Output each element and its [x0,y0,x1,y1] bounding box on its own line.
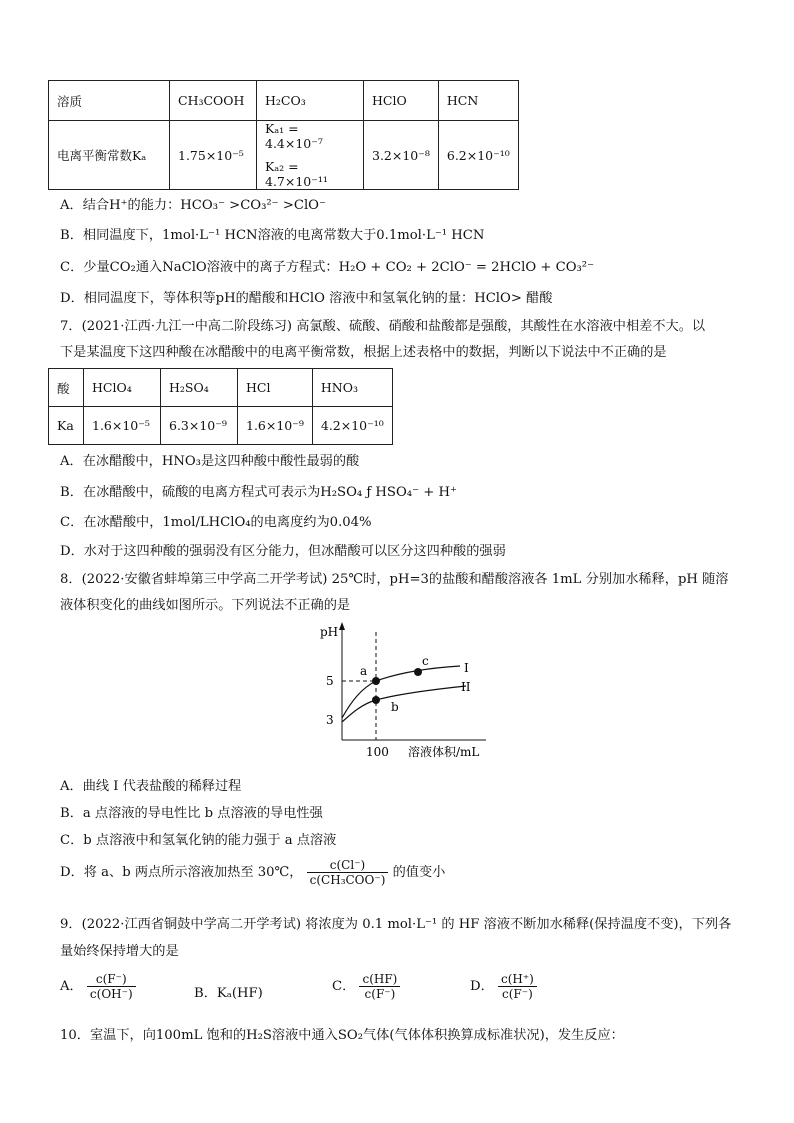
point-c-label: c [422,654,429,668]
table-cell: 1.6×10⁻⁹ [238,407,313,445]
table-cell: 1.75×10⁻⁵ [170,121,257,190]
q7-option-b: B．在冰醋酸中，硫酸的电离方程式可表示为H₂SO₄ ƒ HSO₄⁻ + H⁺ [60,485,457,500]
ph-dilution-graph [318,618,498,763]
y-axis-label: pH [320,625,339,639]
q9-option-a-fraction [87,972,136,1001]
point-a-label: a [360,664,368,678]
q6-option-a: A．结合H⁺的能力：HCO₃⁻ >CO₃²⁻ >ClO⁻ [60,198,326,213]
q7-option-d: D．水对于这四种酸的强弱没有区分能力，但冰醋酸可以区分这四种酸的强弱 [60,544,506,559]
ka2-value: Kₐ₂ = 4.7×10⁻¹¹ [265,159,328,189]
option-label: C． [332,979,356,994]
x-axis-label: 溶液体积/mL [408,745,480,759]
table-cell: 1.6×10⁻⁵ [84,407,161,445]
q8-option-a: A．曲线 I 代表盐酸的稀释过程 [60,779,242,794]
point-c-marker [414,668,422,676]
option-label: A． [60,979,83,994]
fraction-denominator: c(OH⁻) [89,987,133,1001]
q8-option-d [60,858,445,887]
point-b-label: b [391,700,399,714]
table-cell: CH₃COOH [170,81,257,121]
q6-option-c: C．少量CO₂通入NaClO溶液中的离子方程式：H₂O + CO₂ + 2ClO⁻ = 2HClO + CO₃²⁻ [60,260,595,275]
q8-stem-line1: 8．(2022·安徽省蚌埠第三中学高二开学考试) 25℃时，pH=3的盐酸和醋酸溶液各 1mL 分别加水稀释，pH 随溶 [60,572,729,587]
fraction-numerator: c(H⁺) [498,972,537,987]
y-axis-arrow [339,622,345,630]
fraction-denominator: c(CH₃COO⁻) [309,873,386,887]
table-cell: 6.2×10⁻¹⁰ [438,121,518,190]
fraction-numerator: c(HF) [359,972,400,987]
table-cell: HClO₄ [84,369,161,407]
q7-stem-line2: 下是某温度下这四种酸在冰醋酸中的电离平衡常数，根据上述表格中的数据，判断以下说法中不正确的是 [60,345,667,360]
q9-stem-line1: 9．(2022·江西省铜鼓中学高二开学考试) 将浓度为 0.1 mol·L⁻¹ 的 HF 溶液不断加水稀释(保持温度不变)，下列各 [60,917,732,932]
q7-option-a: A．在冰醋酸中，HNO₃是这四种酸中酸性最弱的酸 [60,454,360,469]
option-label: D． [470,979,494,994]
fraction-numerator: c(F⁻) [87,972,136,987]
table-dissociation-constants [48,80,519,190]
q8-option-d-prefix: D．将 a、b 两点所示溶液加热至 30℃， [60,865,303,880]
q8-option-d-fraction [307,858,389,887]
curve-2 [342,686,466,722]
table-cell: HCl [238,369,313,407]
ka1-value: Kₐ₁ = 4.4×10⁻⁷ [265,121,323,151]
table-cell: 4.2×10⁻¹⁰ [312,407,392,445]
table-cell: 溶质 [49,81,170,121]
q9-stem-line2: 量始终保持增大的是 [60,944,179,959]
table-cell: Ka [49,407,84,445]
table-cell: H₂SO₄ [161,369,238,407]
fraction-denominator: c(F⁻) [364,987,396,1001]
table-cell: 6.3×10⁻⁹ [161,407,238,445]
point-b-marker [372,696,380,704]
table-acid-ka [48,368,393,445]
q9-option-b: B．Kₐ(HF) [194,986,263,1001]
q6-option-b: B．相同温度下，1mol·L⁻¹ HCN溶液的电离常数大于0.1mol·L⁻¹ HCN [60,228,485,243]
point-a-marker [372,677,380,685]
q9-option-d [470,972,537,1001]
q7-stem-line1: 7．(2021·江西·九江一中高二阶段练习) 高氯酸、硫酸、硝酸和盐酸都是强酸，其酸性在水溶液中相差不大。以 [60,319,706,334]
table-cell-h2co3 [257,121,364,190]
q8-option-c: C．b 点溶液中和氢氧化钠的能力强于 a 点溶液 [60,833,337,848]
q7-option-c: C．在冰醋酸中，1mol/LHClO₄的电离度约为0.04% [60,515,372,530]
fraction-denominator: c(F⁻) [502,987,533,1001]
q9-option-c-fraction [359,972,400,1001]
table-cell: 电离平衡常数Kₐ [49,121,170,190]
curve-1-label: I [464,661,469,675]
table-cell: HCN [438,81,518,121]
table-cell: 酸 [49,369,84,407]
y-tick-5: 5 [326,674,334,688]
q8-option-d-suffix: 的值变小 [392,865,446,880]
q9-option-d-fraction [498,972,537,1001]
q10-stem-line1: 10．室温下，向100mL 饱和的H₂S溶液中通入SO₂气体(气体体积换算成标准状况)，发生反应： [60,1028,624,1043]
curve-2-label: II [461,680,471,694]
q6-option-d: D．相同温度下，等体积等pH的醋酸和HClO 溶液中和氢氧化钠的量：HClO> 醋酸 [60,291,553,306]
table-cell: 3.2×10⁻⁸ [364,121,439,190]
table-cell: HClO [364,81,439,121]
q9-option-c [332,972,400,1001]
q8-stem-line2: 液体积变化的曲线如图所示。下列说法不正确的是 [60,598,351,613]
y-tick-3: 3 [326,713,334,727]
q8-option-b: B．a 点溶液的导电性比 b 点溶液的导电性强 [60,806,323,821]
fraction-numerator: c(Cl⁻) [307,858,389,873]
table-cell: H₂CO₃ [257,81,364,121]
x-tick-100: 100 [366,745,389,759]
q9-option-a [60,972,136,1001]
table-cell: HNO₃ [312,369,392,407]
